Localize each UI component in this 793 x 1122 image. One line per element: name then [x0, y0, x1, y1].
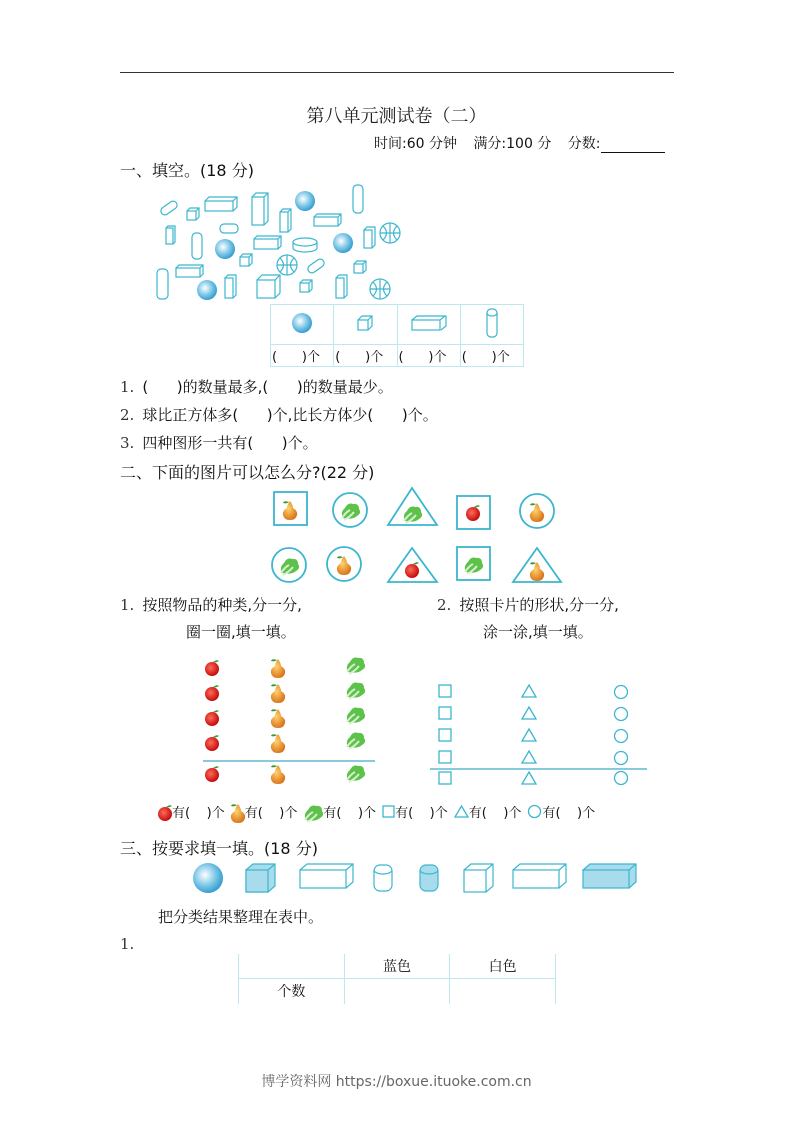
cube-icon — [357, 315, 373, 331]
score-blank[interactable] — [601, 138, 665, 153]
legend-square: 有( )个 — [382, 802, 448, 821]
full-score-label: 满分:100 分 — [473, 136, 552, 152]
section2-heading: 二、下面的图片可以怎么分?(22 分) — [120, 463, 375, 482]
section3-instruction: 把分类结果整理在表中。 — [158, 908, 324, 926]
legend-apple: 有( )个 — [158, 802, 225, 821]
blue-count-input[interactable] — [344, 978, 450, 1004]
question-1-1: 1. ( )的数量最多,( )的数量最少。 — [120, 378, 393, 396]
time-label: 时间:60 分钟 — [374, 136, 457, 152]
question-2-2: 2. 按照卡片的形状,分一分, 涂一涂,填一填。 — [437, 596, 619, 641]
cuboid-icon — [411, 315, 447, 331]
cuboid-count-blank[interactable]: ( )个 — [397, 345, 460, 367]
row-label-count: 个数 — [239, 978, 345, 1004]
cabbage-icon — [303, 803, 323, 821]
footer-watermark: 博学资料网 https://boxue.ituoke.com.cn — [261, 1074, 532, 1090]
circle-icon — [527, 804, 542, 819]
header-white: 白色 — [450, 954, 556, 978]
exam-meta — [374, 133, 665, 153]
cube-cell — [334, 305, 397, 345]
page-title: 第八单元测试卷（二） — [306, 106, 487, 127]
sphere-icon — [291, 312, 313, 334]
sphere-cell — [271, 305, 334, 345]
question-2-1: 1. 按照物品的种类,分一分, 圈一圈,填一填。 — [120, 596, 302, 641]
legend-pear: 有( )个 — [231, 802, 298, 821]
cylinder-cell — [460, 305, 523, 345]
solid-shapes-row — [190, 860, 640, 896]
triangle-icon — [454, 805, 469, 818]
shapes-collage — [150, 180, 410, 305]
question-1-3: 3. 四种图形一共有( )个。 — [120, 434, 318, 452]
legend-circle: 有( )个 — [527, 802, 595, 821]
legend-cabbage: 有( )个 — [303, 802, 376, 821]
table-corner — [239, 954, 345, 978]
picture-cards — [260, 483, 570, 588]
header-rule — [120, 72, 674, 73]
header-blue: 蓝色 — [344, 954, 450, 978]
question-1-2: 2. 球比正方体多( )个,比长方体少( )个。 — [120, 406, 438, 424]
shape-classification-chart — [425, 680, 650, 790]
apple-icon — [158, 804, 172, 820]
cuboid-cell — [397, 305, 460, 345]
cylinder-count-blank[interactable]: ( )个 — [460, 345, 523, 367]
section3-heading: 三、按要求填一填。(18 分) — [120, 839, 318, 858]
color-count-table — [238, 954, 556, 1004]
section1-heading: 一、填空。(18 分) — [120, 161, 254, 180]
score-label: 分数: — [567, 136, 601, 152]
shape-count-table — [270, 304, 524, 367]
square-icon — [382, 805, 395, 818]
item-classification-chart — [195, 652, 385, 788]
cylinder-icon — [485, 308, 499, 338]
pear-icon — [231, 803, 245, 821]
cube-count-blank[interactable]: ( )个 — [334, 345, 397, 367]
legend-triangle: 有( )个 — [454, 802, 522, 821]
count-legend — [158, 802, 601, 821]
sphere-count-blank[interactable]: ( )个 — [271, 345, 334, 367]
section3-q1-number: 1. — [120, 935, 135, 953]
white-count-input[interactable] — [450, 978, 556, 1004]
